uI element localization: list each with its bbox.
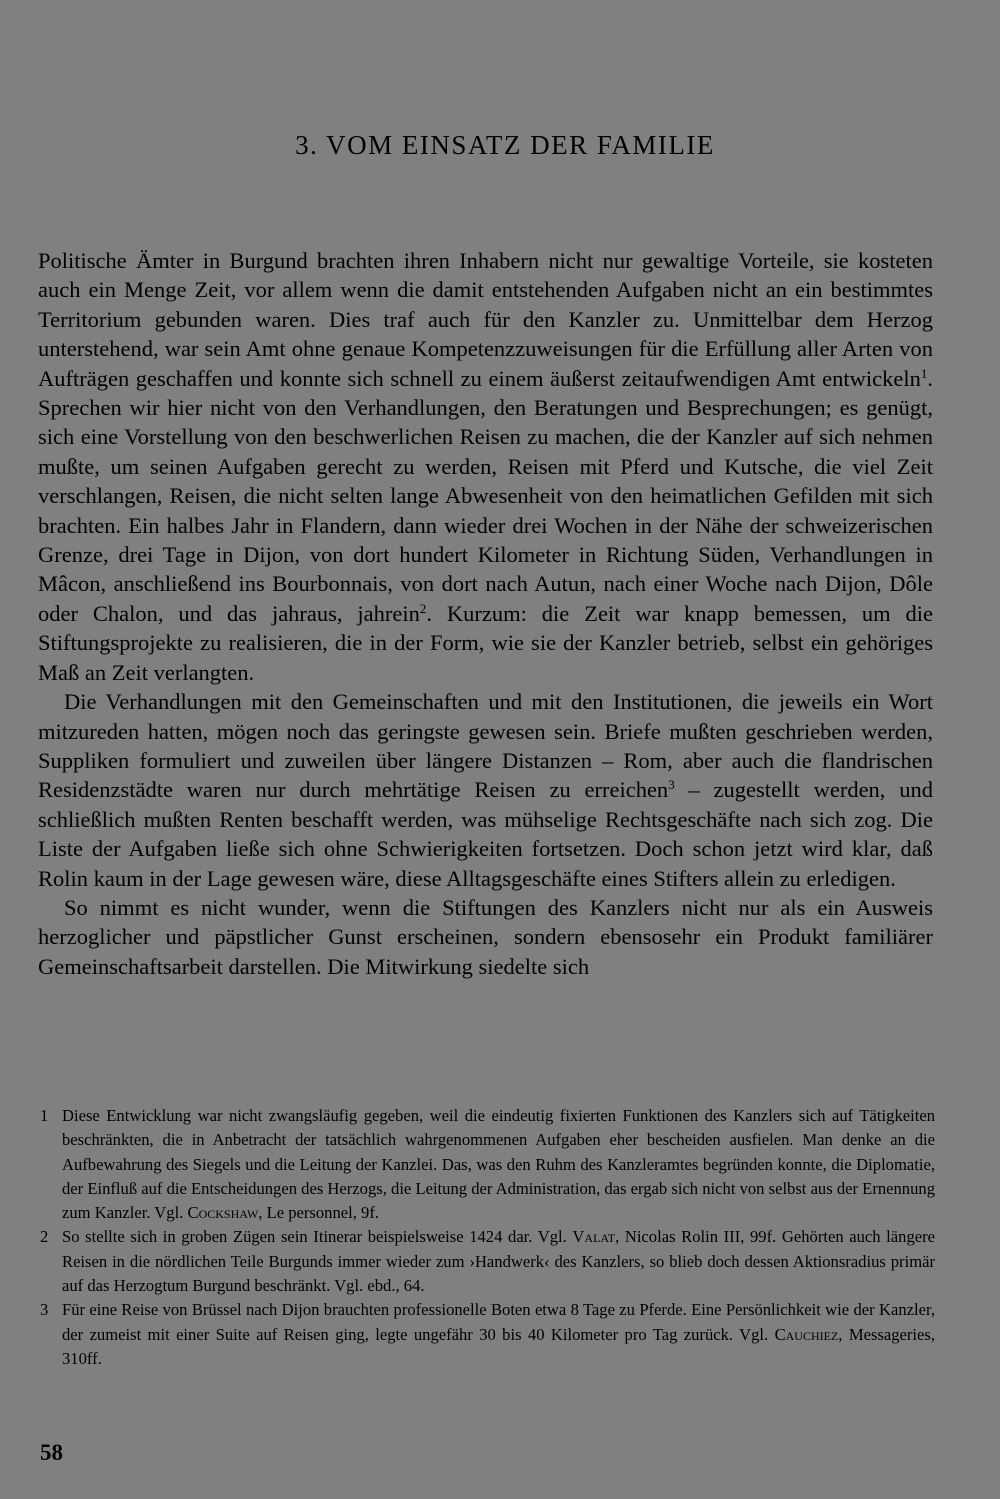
paragraph-2-part-a: Die Verhandlungen mit den Gemeinschaften und mit den Institutionen, die jeweils ein Wort mitzureden hatten, mögen noch das geringste gewesen sein. Briefe mußten geschrieben werden, Suppliken formuliert und zuweilen über längere Distanzen – Rom, aber auch die flandrischen Residenzstädte waren nur durch mehrtätige Reisen zu erreichen [38,689,933,803]
paragraph-3: So nimmt es nicht wunder, wenn die Stiftungen des Kanzlers nicht nur als ein Ausweis herzoglicher und päpstlicher Gunst erscheinen, sondern ebensosehr ein Produkt familiärer Gemeinschaftsarbeit darstellen. Die Mitwirkung siedelte sich [38,894,933,979]
paragraph-1-part-a: Politische Ämter in Burgund brachten ihren Inhabern nicht nur gewaltige Vorteile, sie kosteten auch ein Menge Zeit, vor allem wenn die damit entstehenden Aufgaben nicht an ein bestimmtes Territorium gebunden waren. Dies traf auch für den Kanzler zu. Unmittelbar dem Herzog unterstehend, war sein Amt ohne genaue Kompetenzzuweisungen für die Erfüllung aller Arten von Aufträgen geschaffen und konnte sich schnell zu einem äußerst zeitaufwendigen Amt entwickeln [38,248,933,391]
paragraph-1-part-c: . Kurzum: die Zeit war knapp bemessen, um die Stiftungsprojekte zu realisieren, die in der Form, wie sie der Kanzler betrieb, selbst ein gehöriges Maß an Zeit verlangten. [38,600,933,685]
paragraph-2 [38,687,933,893]
footnote-text-part: , Le personnel, 9f. [258,1203,380,1223]
footnote-text [62,1298,935,1371]
paragraph-1-part-b: . Sprechen wir hier nicht von den Verhandlungen, den Beratungen und Besprechungen; es genügt, sich eine Vorstellung von den beschwerlichen Reisen zu machen, die der Kanzler auf sich nehmen mußte, um seinen Aufgaben gerecht zu werden, Reisen mit Pferd und Kutsche, die viel Zeit verschlangen, Reisen, die nicht selten lange Abwesenheit von den heimatlichen Gefilden mit sich brachten. Ein halbes Jahr in Flandern, dann wieder drei Wochen in der Nähe der schweizerischen Grenze, drei Tage in Dijon, von dort hundert Kilometer in Richtung Süden, Verhandlungen in Mâcon, anschließend ins Bourbonnais, von dort nach Autun, nach einer Woche nach Dijon, Dôle oder Chalon, und das jahraus, jahrein [38,365,933,626]
page-number: 58 [40,1440,63,1465]
paragraph-2-part-b: – zugestellt werden, und schließlich mußten Renten beschafft werden, was mühselige Rechtsgeschäfte nach sich zog. Die Liste der Aufgaben ließe sich ohne Schwierigkeiten fortsetzen. Doch schon jetzt wird klar, daß Rolin kaum in der Lage gewesen wäre, diese Alltagsgeschäfte eines Stifters allein zu erledigen. [38,777,933,891]
footnote-ref-1: 1 [920,365,928,381]
footnote-ref-2: 2 [419,600,427,616]
footnote-2 [40,1225,935,1298]
footnotes [40,1104,935,1371]
footnote-author: Cauchiez [774,1324,839,1344]
footnote-ref-3: 3 [668,777,675,793]
footnote-text-part: So stellte sich in groben Zügen sein Itinerar beispielsweise 1424 dar. Vgl. [62,1227,573,1247]
footnote-text [62,1225,935,1298]
footnote-3 [40,1298,935,1371]
footnote-text [62,1104,935,1225]
footnote-text-part: Diese Entwicklung war nicht zwangsläufig gegeben, weil die eindeutig fixierten Funktionen des Kanzlers sich auf Tätigkeiten beschränkten, die in Anbetracht der tatsächlich wahrgenommenen Aufgaben eher bescheiden ausfielen. Man denke an die Aufbewahrung des Siegels und die Leitung der Kanzlei. Das, was den Ruhm des Kanzleramtes begründen konnte, die Diplomatie, der Einfluß auf die Entscheidungen des Herzogs, die Leitung der Administration, das ergab sich nicht von selbst aus der Ernennung zum Kanzler. Vgl. [62,1106,935,1223]
footnote-1 [40,1104,935,1225]
footnote-text-part: Für eine Reise von Brüssel nach Dijon brauchten professionelle Boten etwa 8 Tage zu Pferde. Eine Persönlichkeit wie der Kanzler, der zumeist mit einer Suite auf Reisen ging, legte ungefähr 30 bis 40 Kilometer pro Tag zurück. Vgl. [62,1300,935,1344]
footnote-number: 1 [40,1106,49,1125]
chapter-title: 3. VOM EINSATZ DER FAMILIE [295,130,715,160]
footnote-text-part: , Messageries, 310ff. [62,1324,935,1368]
footnote-number: 2 [40,1227,49,1247]
footnote-author: Valat [572,1227,616,1247]
main-text [38,246,933,981]
footnote-author: Cockshaw [187,1203,259,1223]
footnote-text-part: , Nicolas Rolin III, 99f. Gehörten auch längere Reisen in die nördlichen Teile Burgunds immer wieder zum ›Handwerk‹ des Kanzlers, so blieb doch dessen Aktionsradius primär auf das Herzogtum Burgund beschränkt. Vgl. ebd., 64. [62,1227,935,1296]
footnote-number: 3 [40,1300,49,1320]
paragraph-1 [38,246,933,687]
